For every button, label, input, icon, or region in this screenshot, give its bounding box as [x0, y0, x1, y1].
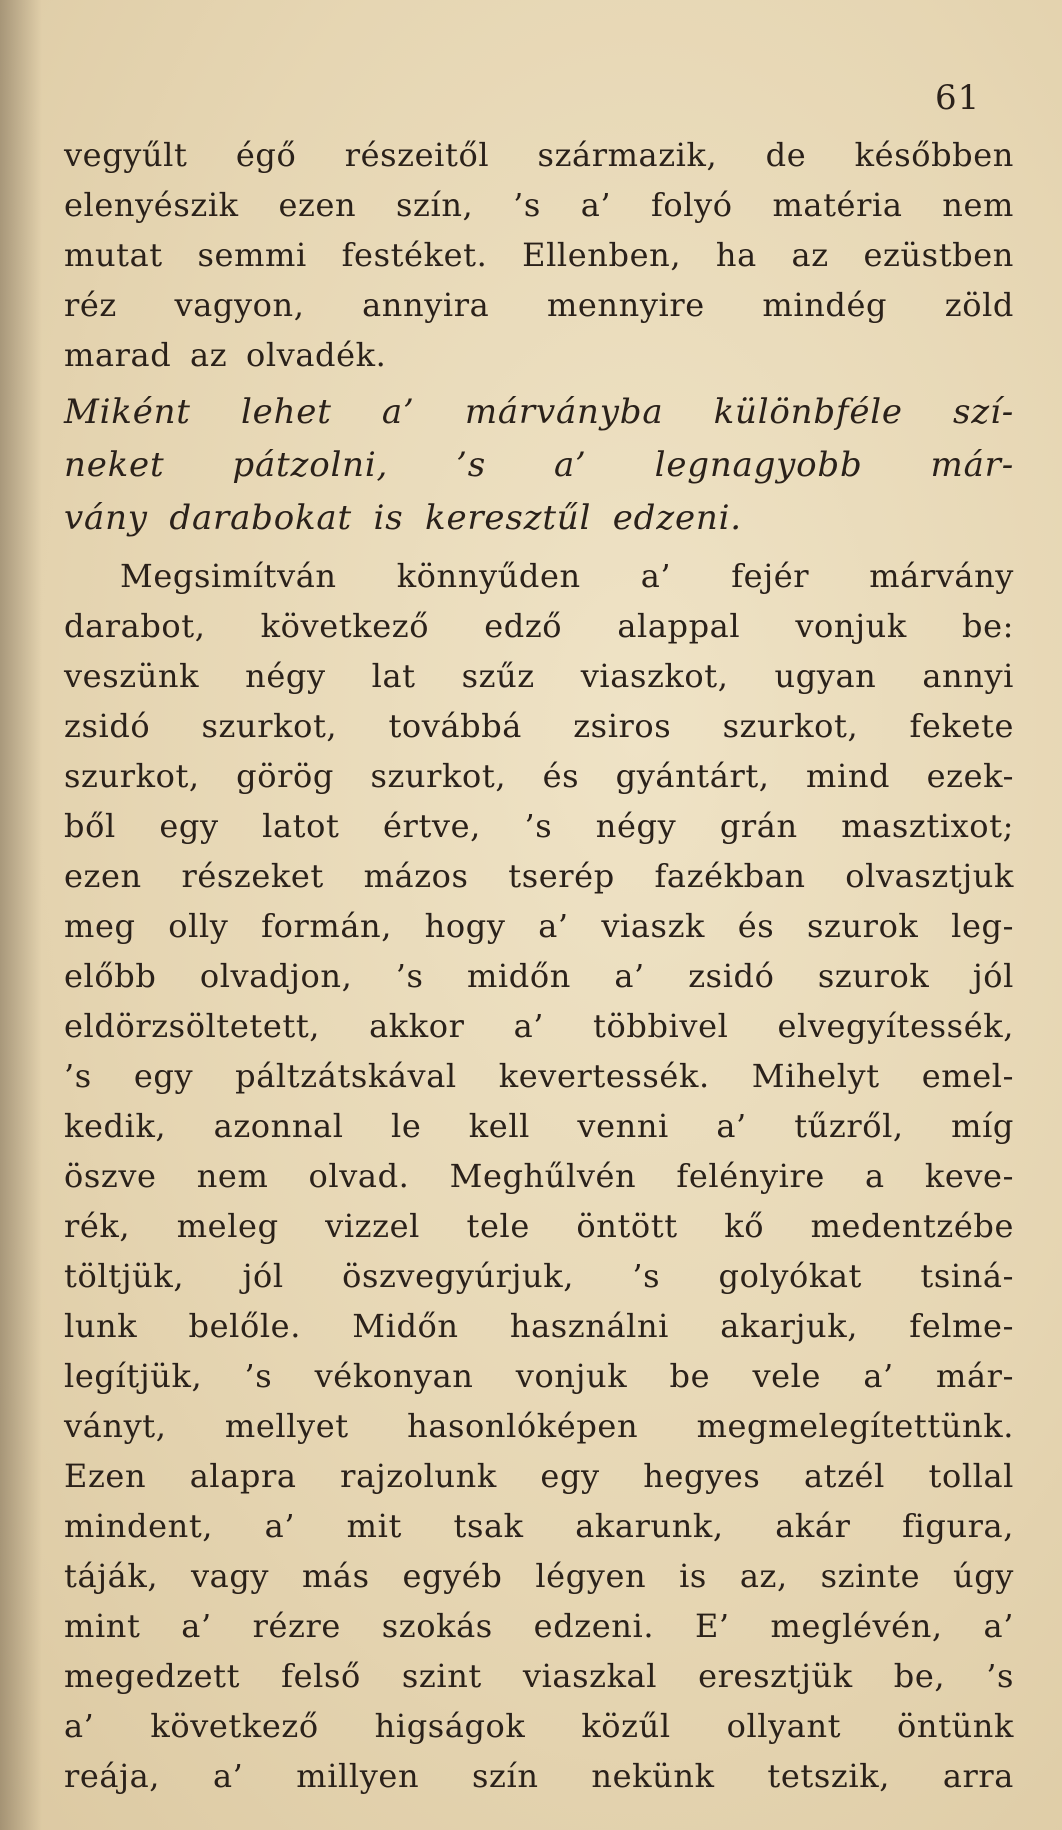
text-line: Megsimítván könnyűden a’ fejér márvány: [120, 557, 1014, 595]
text-line: öszve nem olvad. Meghűlvén felényire a keve-: [64, 1157, 1014, 1195]
text-line: reája, a’ millyen szín nekünk tetszik, arra: [64, 1757, 1014, 1795]
heading-line: neket pátzolni, ’s a’ legnagyobb már-: [64, 445, 1014, 485]
heading-line: vány darabokat is keresztűl edzeni.: [64, 498, 742, 538]
text-line: Ezen alapra rajzolunk egy hegyes atzél tollal: [64, 1457, 1014, 1495]
text-line: táják, vagy más egyéb légyen is az, szinte úgy: [64, 1557, 1014, 1595]
text-line: legítjük, ’s vékonyan vonjuk be vele a’ már-: [64, 1357, 1014, 1395]
text-line: mint a’ rézre szokás edzeni. E’ meglévén, a’: [64, 1607, 1014, 1645]
text-line: töltjük, jól öszvegyúrjuk, ’s golyókat tsiná-: [64, 1257, 1014, 1295]
text-line: ből egy latot értve, ’s négy grán masztixot;: [64, 807, 1014, 845]
page-text: [64, 130, 1014, 1801]
page-number: 61: [935, 78, 981, 118]
paragraph-2: [64, 551, 1014, 1801]
text-line: zsidó szurkot, továbbá zsiros szurkot, fekete: [64, 707, 1014, 745]
text-line: marad az olvadék.: [64, 336, 387, 374]
text-line: darabot, következő edző alappal vonjuk be:: [64, 607, 1014, 645]
text-line: meg olly formán, hogy a’ viaszk és szurok leg-: [64, 907, 1014, 945]
text-line: előbb olvadjon, ’s midőn a’ zsidó szurok jól: [64, 957, 1014, 995]
text-line: ezen részeket mázos tserép fazékban olvasztjuk: [64, 857, 1014, 895]
text-line: mutat semmi festéket. Ellenben, ha az ezüstben: [64, 236, 1014, 274]
text-line: szurkot, görög szurkot, és gyántárt, mind ezek-: [64, 757, 1014, 795]
text-line: elenyészik ezen szín, ’s a’ folyó matéria nem: [64, 186, 1014, 224]
text-line: kedik, azonnal le kell venni a’ tűzről, míg: [64, 1107, 1014, 1145]
text-line: rék, meleg vizzel tele öntött kő medentzébe: [64, 1207, 1014, 1245]
text-line: vegyűlt égő részeitől származik, de későbben: [64, 136, 1014, 174]
spine-shadow: [0, 0, 42, 1830]
heading-line: Miként lehet a’ márványba különbféle szí-: [64, 392, 1014, 432]
text-line: megedzett felső szint viaszkal eresztjük be, ’s: [64, 1657, 1014, 1695]
text-line: eldörzsöltetett, akkor a’ többivel elvegyítessék,: [64, 1007, 1014, 1045]
text-line: ványt, mellyet hasonlóképen megmelegítettünk.: [64, 1407, 1014, 1445]
section-heading: [64, 386, 1014, 545]
text-line: mindent, a’ mit tsak akarunk, akár figura,: [64, 1507, 1014, 1545]
text-line: réz vagyon, annyira mennyire mindég zöld: [64, 286, 1014, 324]
text-line: veszünk négy lat szűz viaszkot, ugyan annyi: [64, 657, 1014, 695]
paragraph-1: [64, 130, 1014, 380]
text-line: ’s egy páltzátskával kevertessék. Mihelyt emel-: [64, 1057, 1014, 1095]
text-line: lunk belőle. Midőn használni akarjuk, felme-: [64, 1307, 1014, 1345]
text-line: a’ következő higságok közűl ollyant öntünk: [64, 1707, 1014, 1745]
